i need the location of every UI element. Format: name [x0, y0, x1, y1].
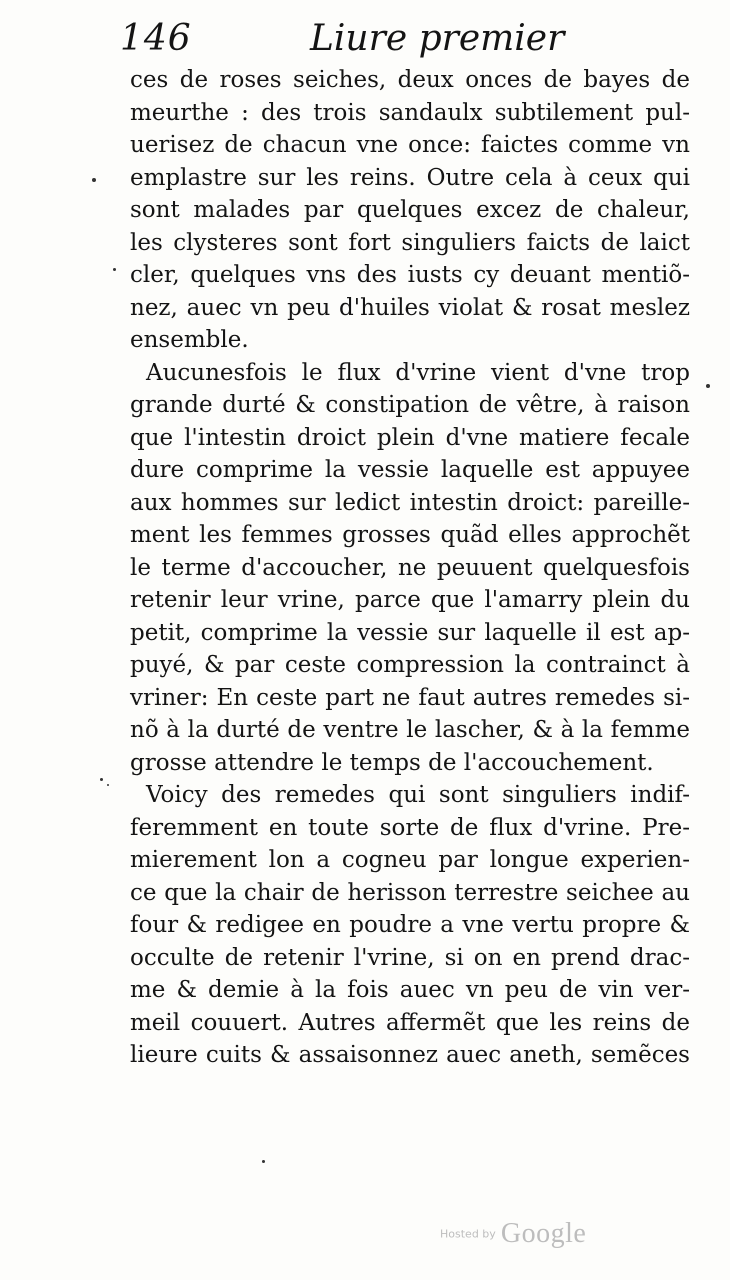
scan-speck [262, 1160, 265, 1163]
text-line: retenir leur vrine, parce que l'amarry plein du [130, 587, 690, 613]
scan-speck [100, 778, 103, 781]
text-line: que l'intestin droict plein d'vne matiere fecale [130, 424, 690, 451]
text-line: feremment en toute sorte de flux d'vrine. Pre- [130, 814, 690, 841]
scan-speck [107, 784, 109, 786]
text-line: Voicy des remedes qui sont singuliers indif- [146, 782, 690, 808]
text-line: lieure cuits & assaisonnez auec aneth, semẽces [130, 1042, 690, 1068]
text-line: meil couuert. Autres affermẽt que les reins de [130, 1009, 690, 1036]
text-line: Aucunesfois le flux d'vrine vient d'vne trop [146, 359, 690, 386]
running-head: Liure premier [310, 18, 565, 59]
page-number: 146 [120, 18, 192, 59]
page-header [120, 12, 640, 62]
text-line: dure comprime la vessie laquelle est appuyee [130, 457, 690, 483]
text-line: sont malades par quelques excez de chaleur, [130, 197, 690, 223]
text-line: nõ à la durté de ventre le lascher, & à la femme [130, 717, 690, 743]
text-line: grosse attendre le temps de l'accouchement. [130, 749, 654, 776]
text-line: mierement lon a cogneu par longue experien- [130, 847, 690, 873]
text-line: me & demie à la fois auec vn peu de vin ver- [130, 977, 690, 1003]
text-line: cler, quelques vns des iusts cy deuant mentiõ- [130, 262, 690, 288]
text-line: four & redigee en poudre a vne vertu propre & [130, 912, 690, 938]
hosted-by-label: Hosted by [440, 1227, 496, 1241]
text-line: le terme d'accoucher, ne peuuent quelquesfois [130, 554, 690, 581]
text-line: petit, comprime la vessie sur laquelle il est ap- [130, 619, 690, 646]
text-line: meurthe : des trois sandaulx subtilement pul- [130, 99, 690, 126]
text-line: ce que la chair de herisson terrestre seichee au [130, 879, 690, 906]
body-text [130, 64, 690, 1072]
text-line: emplastre sur les reins. Outre cela à ceux qui [130, 164, 690, 191]
scan-speck [92, 178, 96, 182]
text-line: les clysteres sont fort singuliers faicts de laict [130, 229, 690, 256]
text-line: grande durté & constipation de vêtre, à raison [130, 392, 690, 418]
text-line: nez, auec vn peu d'huiles violat & rosat meslez [130, 294, 690, 321]
text-line: ces de roses seiches, deux onces de bayes de [130, 67, 690, 93]
google-hosted-watermark [440, 1218, 620, 1258]
text-line: uerisez de chacun vne once: faictes comme vn [130, 132, 690, 158]
text-line: aux hommes sur ledict intestin droict: pareille- [130, 489, 690, 516]
text-line: ment les femmes grosses quãd elles approchẽt [130, 522, 690, 548]
text-line: ensemble. [130, 327, 249, 353]
google-logo-text: Google [500, 1218, 587, 1249]
scan-speck [113, 268, 116, 271]
text-line: vriner: En ceste part ne faut autres remedes si- [130, 684, 690, 711]
scan-speck [706, 384, 710, 388]
text-line: occulte de retenir l'vrine, si on en prend drac- [130, 944, 690, 971]
text-line: puyé, & par ceste compression la contrainct à [130, 652, 690, 678]
